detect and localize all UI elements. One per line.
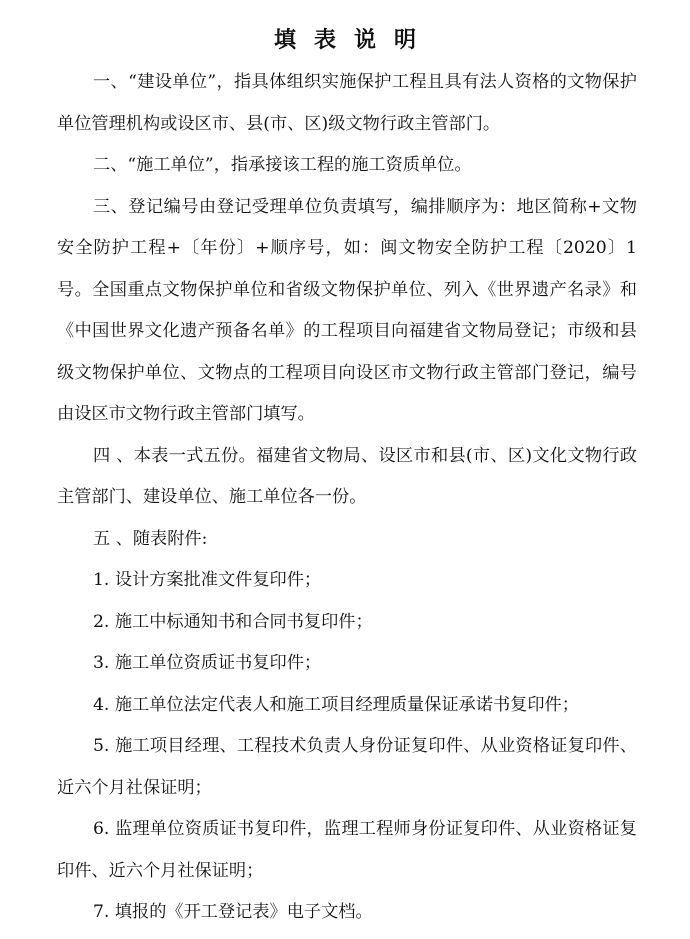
- paragraph-3: 三、登记编号由登记受理单位负责填写，编排顺序为：地区简称+文物安全防护工程+〔年份〕+顺序号，如：闽文物安全防护工程〔2020〕1号。全国重点文物保护单位和省级文物保护单位、列入《世界遗产名录》和《中国世界文化遗产预备名单》的工程项目向福建省文物局登记；市级和县级文物保护单位、文物点的工程项目向设区市文物行政主管部门登记，编号由设区市文物行政主管部门填写。: [57, 196, 637, 424]
- paragraph-1: 一、“建设单位”，指具体组织实施保护工程且具有法人资格的文物保护单位管理机构或设区市、县(市、区)级文物行政主管部门。: [57, 72, 637, 134]
- attachment-item-2: 2. 施工中标通知书和合同书复印件；: [93, 611, 373, 632]
- attachment-item-4: 4. 施工单位法定代表人和施工项目经理质量保证承诺书复印件；: [93, 694, 579, 715]
- attachment-item-7: 7. 填报的《开工登记表》电子文档。: [93, 902, 373, 922]
- paragraph-2: 二、“施工单位”，指承接该工程的施工资质单位。: [93, 155, 472, 175]
- document-title: 填表说明: [273, 27, 434, 53]
- paragraph-4: 四 、本表一式五份。福建省文物局、设区市和县(市、区)文化文物行政主管部门、建设单位、施工单位各一份。: [57, 445, 637, 507]
- attachment-item-1: 1. 设计方案批准文件复印件；: [93, 570, 322, 590]
- attachment-item-3: 3. 施工单位资质证书复印件；: [93, 653, 322, 673]
- attachment-item-6: 6. 监理单位资质证书复印件，监理工程师身份证复印件、从业资格证复印件、近六个月社保证明；: [57, 819, 637, 881]
- attachment-item-5: 5. 施工项目经理、工程技术负责人身份证复印件、从业资格证复印件、近六个月社保证明；: [57, 736, 637, 798]
- document-body: [57, 62, 637, 934]
- paragraph-5: 五 、随表附件:: [93, 528, 208, 549]
